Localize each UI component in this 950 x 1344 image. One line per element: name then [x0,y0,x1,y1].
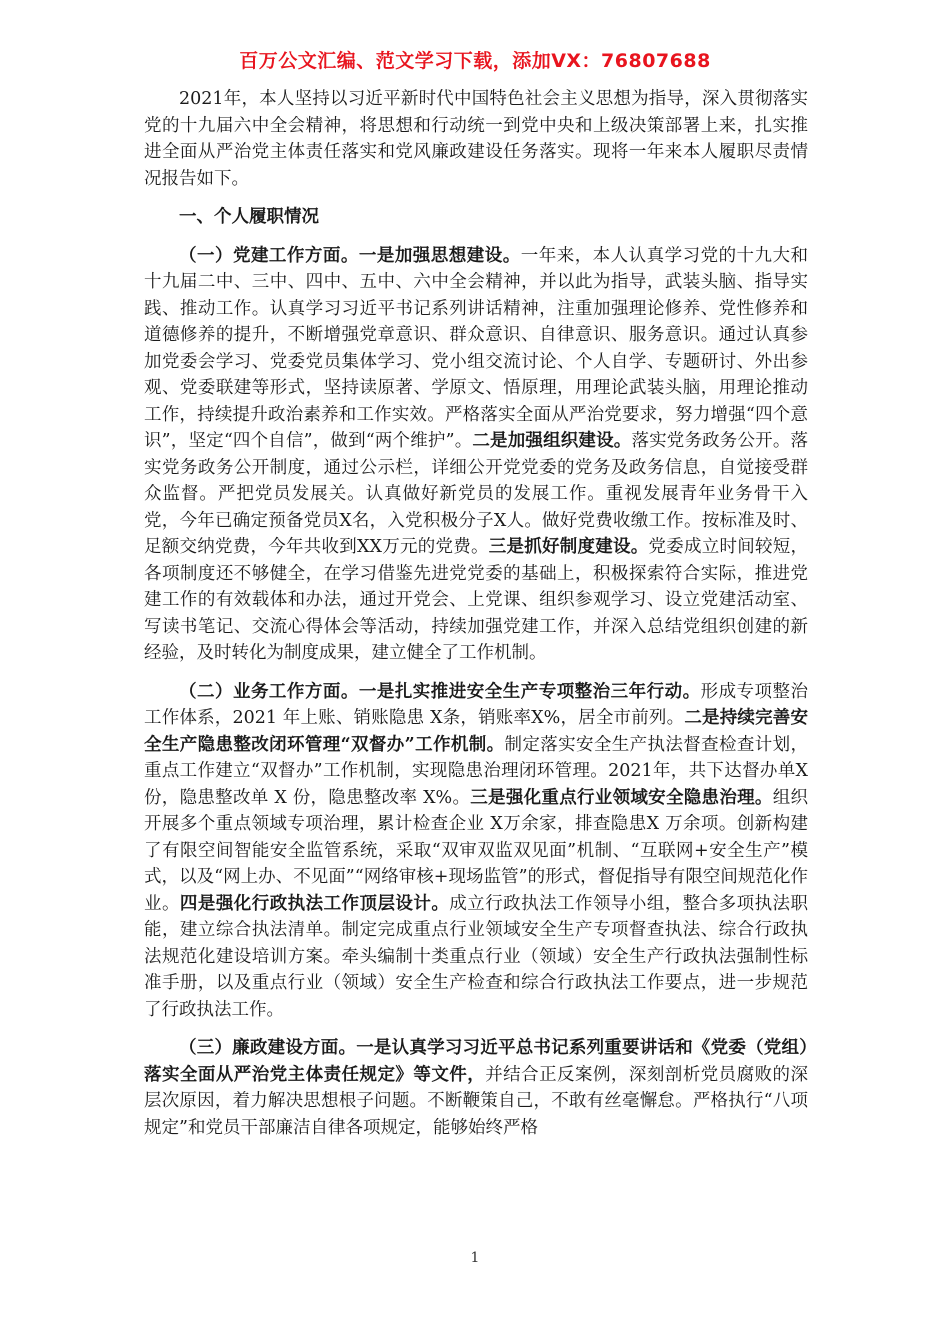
party-building-text-3: 党委成立时间较短，各项制度还不够健全，在学习借鉴先进党党委的基础上，积极探索符合实际，推进党建工作的有效载体和办法，通过开党会、上党课、组织参观学习、设立党建活动室、写读书笔记、交流心得体会等活动，持续加强党建工作，并深入总结党组织创建的新经验，及时转化为制度成果，建立健全了工作机制。 [144,537,809,663]
business-work-text-2: 制定落实安全生产执法督查检查计划，重点工作建立“双督办”工作机制，实现隐患治理闭环管理。2021年，共下达督办单X 份，隐患整改单 X 份，隐患整改率 X%。 [144,734,808,808]
party-building-paragraph [144,243,808,667]
integrity-building-lead: （三）廉政建设方面。一是认真学习习近平总书记系列重要讲话和《党委（党组）落实全面从严治党主体责任规定》等文件， [144,1038,808,1085]
promo-banner: 百万公文汇编、范文学习下载，添加VX：76807688 [239,50,711,72]
party-building-lead: （一）党建工作方面。一是加强思想建设。 [179,245,521,266]
party-building-text-1: 一年来，本人认真学习党的十九大和十九届二中、三中、四中、五中、六中全会精神，并以此为指导，武装头脑、指导实践、推动工作。认真学习习近平书记系列讲话精神，注重加强理论修养、党性修养和道德修养的提升，不断增强党章意识、群众意识、自律意识、服务意识。通过认真参加党委会学习、党委党员集体学习、党小组交流讨论、个人自学、专题研讨、外出参观、党委联建等形式，坚持读原著、学原文、悟原理，用理论武装头脑，用理论推动工作，持续提升政治素养和工作实效。严格落实全面从严治党要求，努力增强“四个意识”，坚定“四个自信”，做到“两个维护”。 [144,245,809,451]
section-heading-personal-duties: 一、个人履职情况 [179,207,319,227]
party-building-text-2: 落实党务政务公开。落实党务政务公开制度，通过公示栏，详细公开党党委的党务及政务信息，自觉接受群众监督。严把党员发展关。认真做好新党员的发展工作。重视发展青年业务骨干入党，今年已确定预备党员X名，入党积极分子X人。做好党费收缴工作。按标准及时、足额交纳党费，今年共收到XX万元的党费。 [144,431,808,557]
hazard-governance-lead: 三是强化重点行业领域安全隐患治理。 [470,787,773,808]
page-number: 1 [470,1250,480,1266]
intro-paragraph: 2021年，本人坚持以习近平新时代中国特色社会主义思想为指导，深入贯彻落实党的十九届六中全会精神，将思想和行动统一到党中央和上级决策部署上来，扎实推进全面从严治党主体责任落实和党风廉政建设任务落实。现将一年来本人履职尽责情况报告如下。 [144,89,808,189]
law-enforcement-lead: 四是强化行政执法工作顶层设计。 [179,893,450,914]
organization-building-lead: 二是加强组织建设。 [472,431,632,451]
business-work-lead: （二）业务工作方面。一是扎实推进安全生产专项整治三年行动。 [179,681,701,702]
business-work-text-1: 形成专项整治工作体系，2021 年上账、销账隐患 X条，销账率X%，居全市前列。 [144,681,809,728]
business-work-text-4: 成立行政执法工作领导小组，整合多项执法职能，建立综合执法清单。制定完成重点行业领域安全生产专项督查执法、综合行政执法规范化建设培训方案。牵头编制十类重点行业（领域）安全生产行政执法强制性标准手册，以及重点行业（领域）安全生产检查和综合行政执法工作要点，进一步规范了行政执法工作。 [144,893,809,1020]
double-supervision-lead: 二是持续完善安全生产隐患整改闭环管理“双督办”工作机制。 [144,708,808,755]
business-work-paragraph [144,679,808,1024]
business-work-text-3: 组织开展多个重点领域专项治理，累计检查企业 X万余家，排查隐患X 万余项。创新构建了有限空间智能安全监管系统，采取“双审双监双见面”机制、“互联网+安全生产”模式，以及“网上办、不见面”“网络审核+现场监管”的形式，督促指导有限空间规范化作业。 [144,787,809,914]
integrity-building-text: 并结合正反案例，深刻剖析党员腐败的深层次原因，着力解决思想根子问题。不断鞭策自己，不敢有丝毫懈怠。严格执行“八项规定”和党员干部廉洁自律各项规定，能够始终严格 [144,1064,809,1138]
document-body [144,86,808,1153]
integrity-building-paragraph [144,1035,808,1141]
system-building-lead: 三是抓好制度建设。 [488,537,649,557]
